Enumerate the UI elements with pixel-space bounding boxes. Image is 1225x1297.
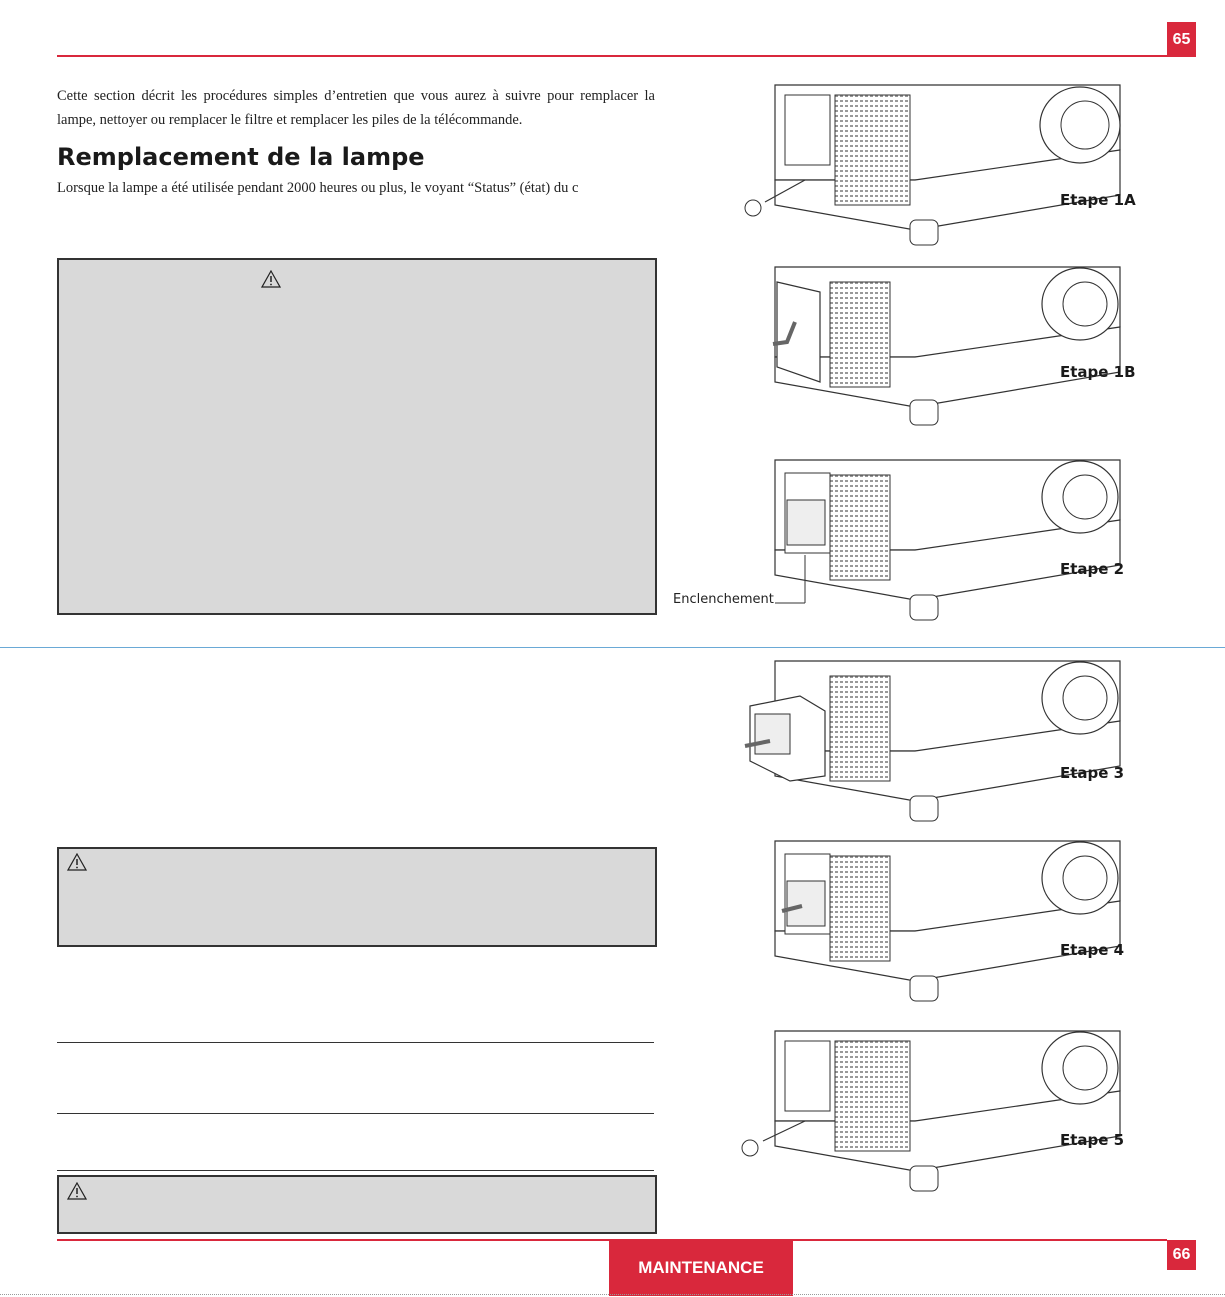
table-rule: [57, 1170, 654, 1171]
step-label: Etape 1A: [1060, 191, 1136, 209]
caution-box-small: [57, 1175, 657, 1234]
column-divider: [0, 647, 1225, 648]
caution-box-medium: [57, 847, 657, 947]
page-number-top: 65: [1167, 22, 1196, 57]
table-rule: [57, 1042, 654, 1043]
table-rule: [57, 1113, 654, 1114]
projector-step-1b-illustration: [765, 262, 1125, 432]
caution-box-large: [57, 258, 657, 615]
step-label: Etape 3: [1060, 764, 1125, 782]
lead-paragraph: Lorsque la lampe a été utilisée pendant 2000 heures ou plus, le voyant “Status” (état) du c: [57, 180, 579, 196]
warning-triangle-icon: [67, 853, 87, 871]
intro-paragraph: Cette section décrit les procédures simples d’entretien que vous aurez à suivre pour remplacer la lampe, nettoyer ou remplacer le filtre et remplacer les piles de la télécommande.: [57, 88, 655, 128]
projector-step-1a-illustration: [725, 80, 1130, 255]
header-rule: [57, 55, 1167, 57]
projector-step-2-illustration: [765, 455, 1125, 630]
step-label: Etape 2: [1060, 560, 1125, 578]
projector-step-5-illustration: [735, 1026, 1125, 1201]
projector-step-4-illustration: [760, 836, 1125, 1011]
bottom-dotted-rule: [0, 1294, 1225, 1296]
warning-triangle-icon: [261, 270, 281, 288]
step-label: Etape 1B: [1060, 363, 1136, 381]
step-label: Etape 5: [1060, 1131, 1125, 1149]
callout-enclenchement: Enclenchement: [673, 592, 774, 607]
page-number-bottom: 66: [1167, 1240, 1196, 1270]
warning-triangle-icon: [67, 1182, 87, 1200]
footer-section-label: MAINTENANCE: [609, 1240, 793, 1296]
projector-step-3-illustration: [740, 656, 1125, 831]
step-label: Etape 4: [1060, 941, 1125, 959]
section-title: Remplacement de la lampe: [57, 143, 425, 171]
